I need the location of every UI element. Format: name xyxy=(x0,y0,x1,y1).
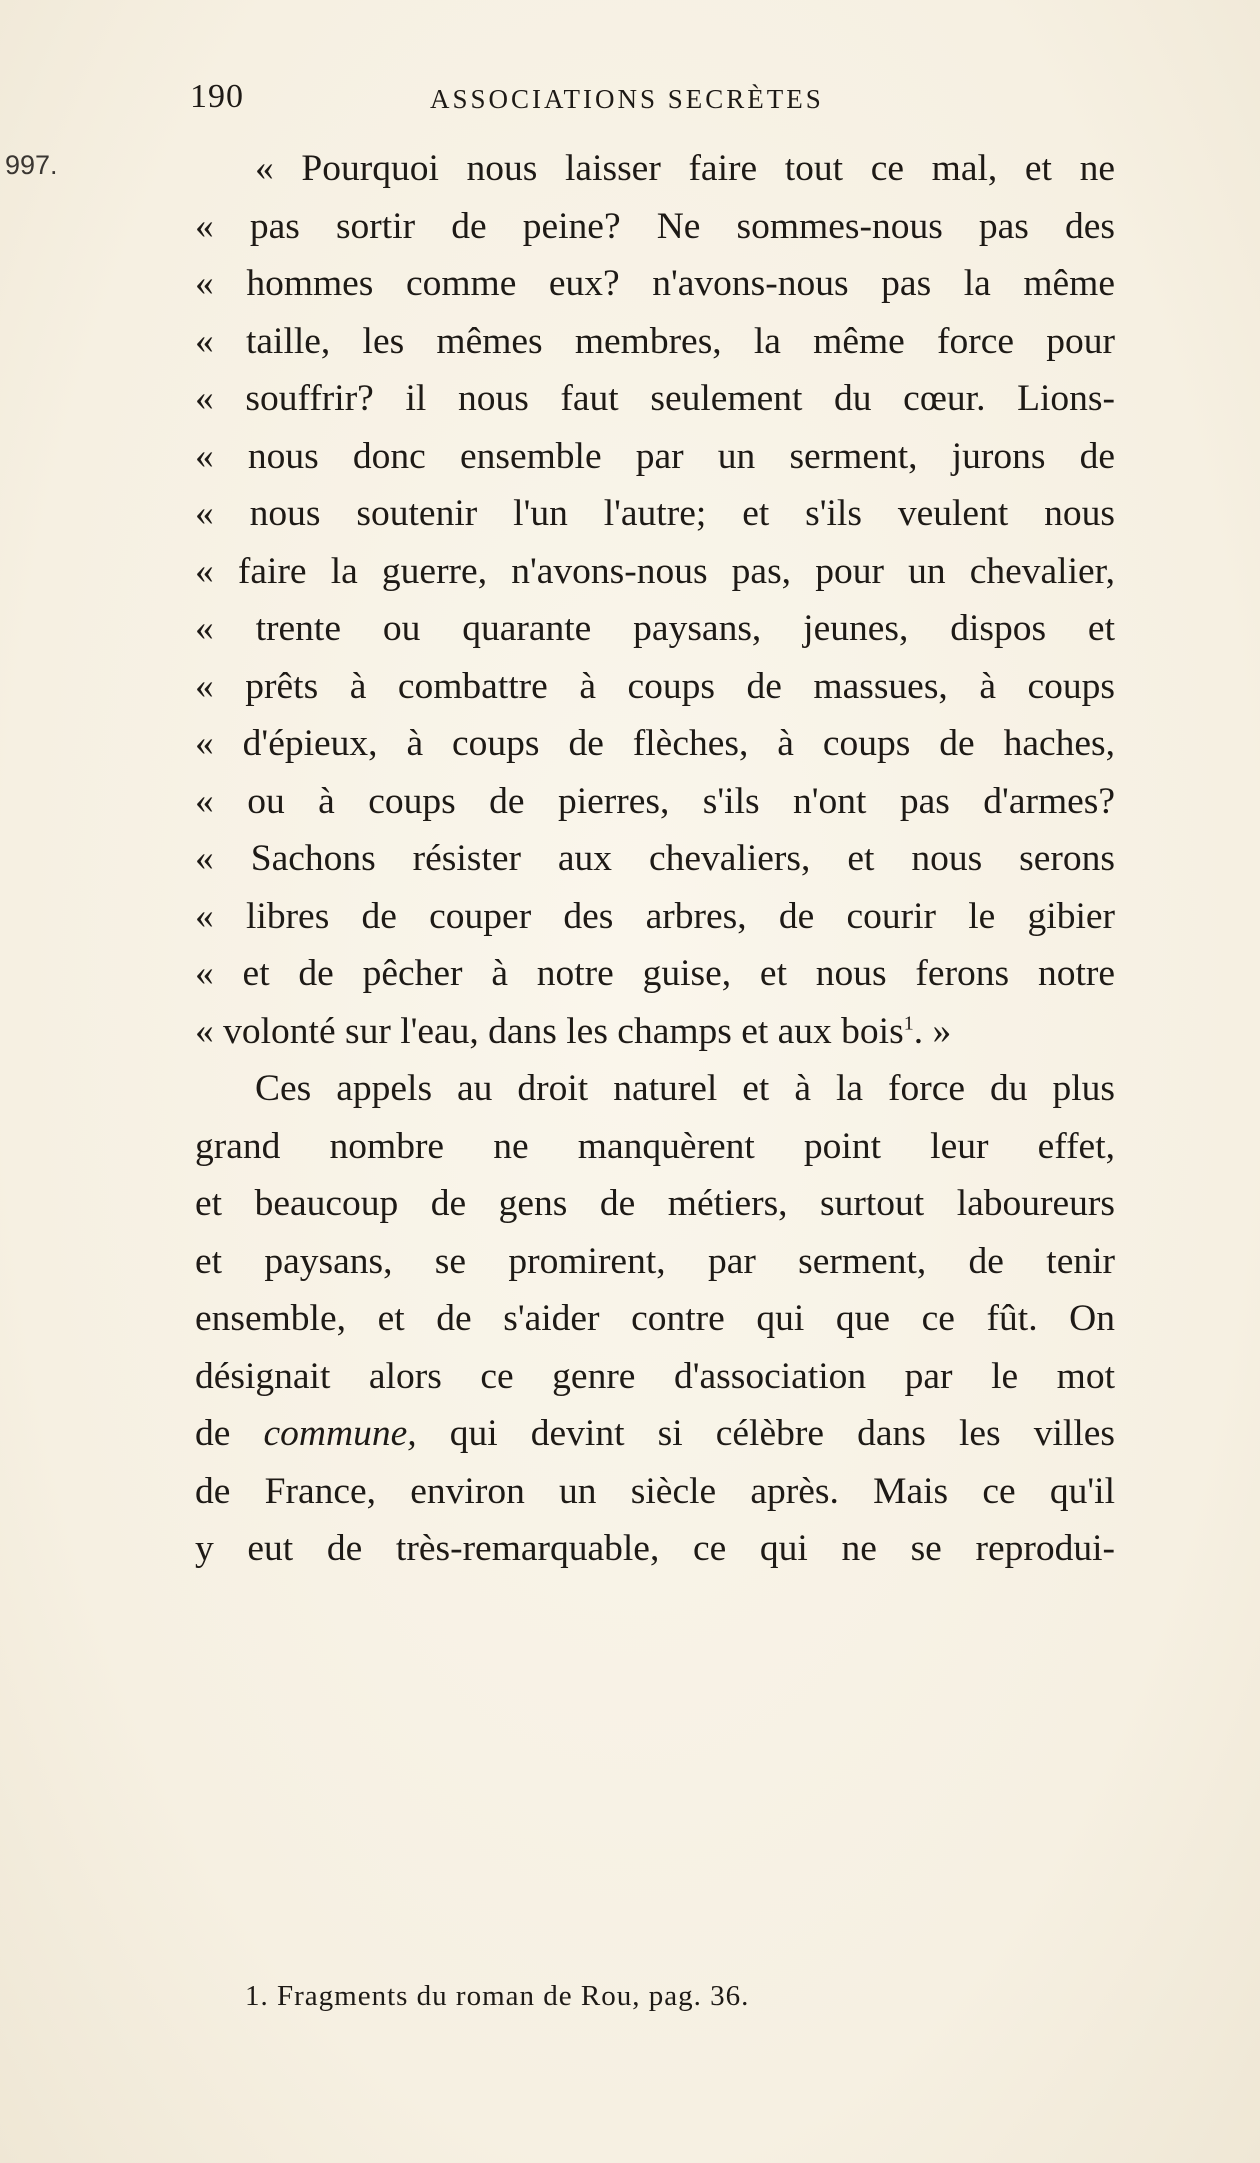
text-line: « souffrir? il nous faut seulement du cœur. Lions- xyxy=(195,378,1115,419)
footnote: 1. Fragments du roman de Rou, pag. 36. xyxy=(245,1980,750,2012)
text-line: « ou à coups de pierres, s'ils n'ont pas d'armes? xyxy=(195,780,1115,822)
text-line: « pas sortir de peine? Ne sommes-nous pas des xyxy=(195,205,1115,247)
text-line: Ces appels au droit naturel et à la force du plus xyxy=(255,1068,1115,1109)
italic-term: commune, xyxy=(263,1413,417,1454)
line-text: « volonté sur l'eau, dans les champs et aux bois xyxy=(195,1010,904,1052)
text-line xyxy=(195,1405,1115,1463)
text-line: « Sachons résister aux chevaliers, et nous serons xyxy=(195,838,1115,879)
text-line: « nous donc ensemble par un serment, jurons de xyxy=(195,435,1115,477)
text-line: « hommes comme eux? n'avons-nous pas la même xyxy=(195,263,1115,304)
text-line: « libres de couper des arbres, de courir le gibier xyxy=(195,895,1115,937)
footnote-reference: 1 xyxy=(903,1012,914,1034)
text-line: « prêts à combattre à coups de massues, à coups xyxy=(195,665,1115,707)
text-line: « et de pêcher à notre guise, et nous ferons notre xyxy=(195,953,1115,994)
line-text: de xyxy=(195,1413,264,1454)
margin-annotation: 997. xyxy=(5,150,58,180)
line-text: qui devint si célèbre dans les villes xyxy=(416,1413,1115,1454)
text-line: « nous soutenir l'un l'autre; et s'ils veulent nous xyxy=(195,493,1115,534)
text-line: et paysans, se promirent, par serment, de tenir xyxy=(195,1240,1115,1282)
text-line: « taille, les mêmes membres, la même force pour xyxy=(195,320,1115,362)
text-line: « faire la guerre, n'avons-nous pas, pour un chevalier, xyxy=(195,550,1115,592)
line-text: . » xyxy=(913,1010,952,1052)
narrative-paragraph xyxy=(195,1060,1115,1578)
text-line: et beaucoup de gens de métiers, surtout laboureurs xyxy=(195,1183,1115,1224)
text-line: ensemble, et de s'aider contre qui que ce fût. On xyxy=(195,1298,1115,1339)
text-line: « Pourquoi nous laisser faire tout ce mal, et ne xyxy=(255,148,1115,189)
text-line: y eut de très-remarquable, ce qui ne se reprodui- xyxy=(195,1528,1115,1569)
quoted-paragraph xyxy=(195,140,1115,1060)
text-line: de France, environ un siècle après. Mais ce qu'il xyxy=(195,1470,1115,1512)
running-head: ASSOCIATIONS SECRÈTES xyxy=(430,84,824,114)
body-text xyxy=(195,140,1115,1578)
page-header xyxy=(190,78,1110,128)
text-line: « d'épieux, à coups de flèches, à coups de haches, xyxy=(195,723,1115,764)
text-line: grand nombre ne manquèrent point leur effet, xyxy=(195,1125,1115,1167)
text-line xyxy=(195,1003,1115,1061)
text-line: « trente ou quarante paysans, jeunes, dispos et xyxy=(195,608,1115,649)
text-line: désignait alors ce genre d'association par le mot xyxy=(195,1355,1115,1397)
page-number: 190 xyxy=(190,78,244,115)
